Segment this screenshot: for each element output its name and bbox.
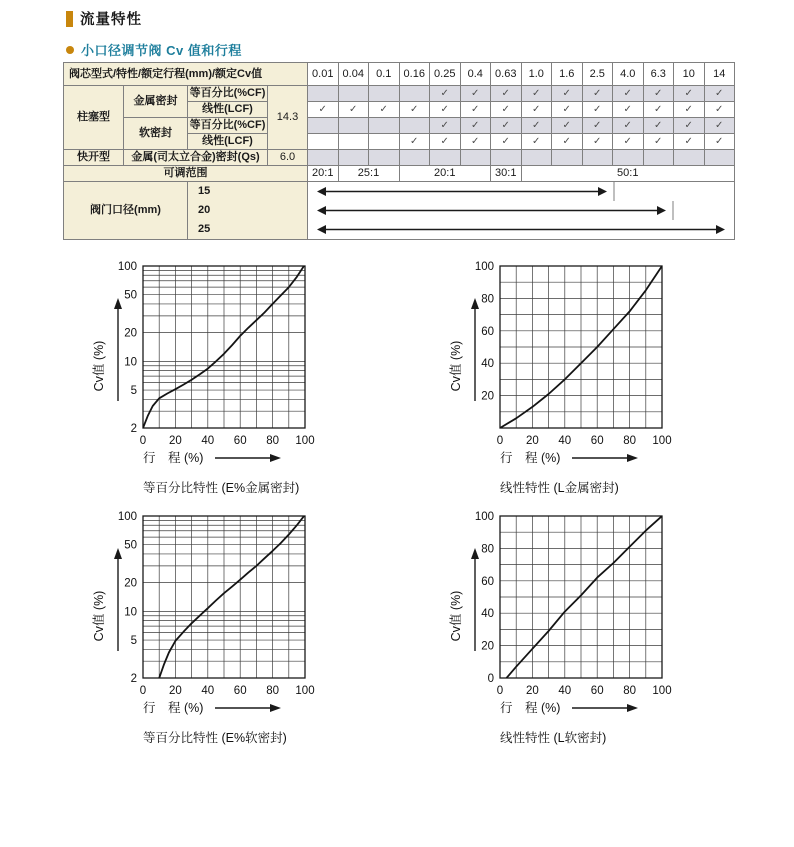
chart-eq-pct-soft	[87, 506, 347, 746]
y-tick-label: 80	[481, 293, 494, 306]
y-tick-label: 60	[481, 575, 494, 588]
empty-cell	[369, 86, 400, 102]
cv-column-header: 0.1	[369, 63, 400, 86]
soft-seal-cell: 软密封	[124, 118, 188, 150]
check-cell: ✓	[674, 118, 705, 134]
empty-cell	[308, 118, 339, 134]
cv-column-header: 0.4	[460, 63, 491, 86]
x-tick-label: 20	[169, 435, 182, 447]
check-cell: ✓	[643, 102, 674, 118]
check-cell: ✓	[430, 118, 461, 134]
plunger-type-cell: 柱塞型	[64, 86, 124, 150]
right-arrow-icon	[627, 454, 638, 462]
table-row	[64, 118, 735, 134]
check-cell: ✓	[643, 86, 674, 102]
x-tick-label: 20	[526, 685, 539, 697]
check-cell: ✓	[521, 86, 552, 102]
page-title: 流量特性	[80, 12, 142, 28]
chart-eq-pct-metal	[87, 256, 347, 496]
check-cell: ✓	[460, 86, 491, 102]
table-row	[64, 150, 735, 166]
quick-open-seal-cell: 金属(司太立合金)密封(Qs)	[124, 150, 268, 166]
chart-linear-soft	[444, 506, 704, 746]
empty-cell	[369, 150, 400, 166]
up-arrow-icon	[114, 298, 122, 309]
cv-column-header: 0.25	[430, 63, 461, 86]
y-tick-label: 100	[117, 511, 137, 523]
empty-cell	[338, 150, 369, 166]
check-cell: ✓	[308, 102, 339, 118]
check-cell: ✓	[704, 102, 735, 118]
y-tick-label: 100	[117, 261, 137, 273]
cv-column-header: 0.63	[491, 63, 522, 86]
diameter-label-cell: 阀门口径(mm)	[64, 182, 188, 240]
empty-cell	[704, 150, 735, 166]
check-cell: ✓	[552, 118, 583, 134]
check-cell: ✓	[674, 134, 705, 150]
diameter-size: 25	[198, 223, 211, 235]
cv-column-header: 0.16	[399, 63, 430, 86]
y-tick-label: 20	[481, 390, 494, 403]
chart-caption: 线性特性 (L金属密封)	[500, 481, 619, 495]
eq-pct-cell: 等百分比(%CF)	[188, 118, 268, 134]
x-axis-label: 行 程 (%)	[143, 701, 204, 715]
right-arrow-icon	[270, 704, 281, 712]
empty-cell	[399, 150, 430, 166]
empty-cell	[491, 150, 522, 166]
linear-cell: 线性(LCF)	[188, 102, 268, 118]
x-tick-label: 100	[652, 435, 672, 447]
y-tick-label: 20	[481, 640, 494, 653]
check-cell: ✓	[674, 102, 705, 118]
chart-plot	[87, 506, 347, 725]
check-cell: ✓	[460, 118, 491, 134]
check-cell: ✓	[399, 134, 430, 150]
chart-linear-metal	[444, 256, 704, 496]
check-cell: ✓	[613, 134, 644, 150]
x-axis-label: 行 程 (%)	[500, 701, 561, 715]
cv-column-header: 1.0	[521, 63, 552, 86]
metal-seal-cell: 金属密封	[124, 86, 188, 118]
y-tick-label: 50	[124, 539, 137, 552]
y-tick-label: 50	[124, 289, 137, 302]
x-tick-label: 0	[139, 435, 147, 447]
check-cell: ✓	[491, 118, 522, 134]
cv-column-header: 1.6	[552, 63, 583, 86]
curve	[159, 515, 305, 678]
x-axis-label: 行 程 (%)	[143, 451, 204, 465]
subsection-title: 小口径调节阀 Cv 值和行程	[81, 43, 242, 58]
bullet-icon	[66, 46, 74, 54]
chart-caption: 线性特性 (L软密封)	[500, 731, 607, 745]
diameter-range-arrow	[308, 220, 734, 239]
table-header-row	[64, 63, 735, 86]
check-cell: ✓	[704, 134, 735, 150]
range-label-cell: 可调范围	[64, 166, 308, 182]
x-tick-label: 20	[169, 685, 182, 697]
y-tick-label: 100	[474, 511, 494, 523]
check-cell: ✓	[674, 86, 705, 102]
x-tick-label: 100	[295, 685, 315, 697]
cv-column-header: 0.01	[308, 63, 339, 86]
empty-cell	[338, 86, 369, 102]
empty-cell	[308, 150, 339, 166]
diameter-sizes-cell	[188, 182, 308, 240]
range-row	[64, 166, 735, 182]
x-tick-label: 40	[558, 435, 572, 447]
section-bar-icon	[66, 11, 73, 27]
empty-cell	[308, 134, 339, 150]
check-cell: ✓	[582, 86, 613, 102]
eq-pct-cell: 等百分比(%CF)	[188, 86, 268, 102]
y-tick-label: 100	[474, 261, 494, 273]
plunger-travel-cell: 14.3	[268, 86, 308, 150]
x-tick-label: 0	[496, 685, 504, 697]
empty-cell	[521, 150, 552, 166]
x-tick-label: 40	[558, 685, 572, 697]
check-cell: ✓	[460, 102, 491, 118]
cv-column-header: 14	[704, 63, 735, 86]
empty-cell	[399, 118, 430, 134]
check-cell: ✓	[338, 102, 369, 118]
y-tick-label: 40	[481, 358, 494, 371]
x-tick-label: 60	[233, 685, 247, 697]
x-tick-label: 100	[295, 435, 315, 447]
check-cell: ✓	[643, 118, 674, 134]
x-tick-label: 80	[266, 685, 279, 697]
check-cell: ✓	[430, 134, 461, 150]
diameter-row	[64, 182, 735, 240]
y-tick-label: 10	[124, 356, 137, 369]
diameter-range-arrow	[308, 201, 734, 220]
y-axis-label: Cv值 (%)	[92, 590, 106, 642]
check-cell: ✓	[552, 102, 583, 118]
check-cell: ✓	[521, 102, 552, 118]
empty-cell	[430, 150, 461, 166]
x-tick-label: 0	[496, 435, 504, 447]
check-cell: ✓	[430, 102, 461, 118]
diameter-size: 15	[198, 185, 211, 197]
cv-column-header: 10	[674, 63, 705, 86]
y-axis-label: Cv值 (%)	[449, 590, 463, 642]
y-tick-label: 40	[481, 608, 494, 621]
up-arrow-icon	[471, 298, 479, 309]
check-cell: ✓	[491, 134, 522, 150]
diameter-range-arrow	[308, 182, 734, 201]
check-cell: ✓	[460, 134, 491, 150]
x-tick-label: 60	[590, 685, 604, 697]
check-cell: ✓	[369, 102, 400, 118]
check-cell: ✓	[491, 86, 522, 102]
quick-open-cell: 快开型	[64, 150, 124, 166]
x-tick-label: 40	[201, 685, 215, 697]
x-axis-label: 行 程 (%)	[500, 451, 561, 465]
x-tick-label: 60	[233, 435, 247, 447]
cv-column-header: 4.0	[613, 63, 644, 86]
up-arrow-icon	[114, 548, 122, 559]
check-cell: ✓	[491, 102, 522, 118]
check-cell: ✓	[704, 86, 735, 102]
empty-cell	[613, 150, 644, 166]
check-cell: ✓	[521, 134, 552, 150]
y-tick-label: 2	[130, 423, 137, 435]
linear-cell: 线性(LCF)	[188, 134, 268, 150]
y-tick-label: 20	[124, 577, 137, 590]
chart-plot	[87, 256, 347, 475]
right-arrow-icon	[627, 704, 638, 712]
check-cell: ✓	[430, 86, 461, 102]
check-cell: ✓	[399, 102, 430, 118]
range-value-cell: 20:1	[308, 166, 339, 182]
chart-plot	[444, 256, 704, 475]
empty-cell	[369, 118, 400, 134]
chart-caption: 等百分比特性 (E%金属密封)	[143, 481, 300, 495]
x-tick-label: 60	[590, 435, 604, 447]
y-tick-label: 60	[481, 325, 494, 338]
y-tick-label: 5	[130, 635, 137, 648]
chart-plot	[444, 506, 704, 725]
range-value-cell: 25:1	[338, 166, 399, 182]
y-tick-label: 2	[130, 673, 137, 685]
empty-cell	[643, 150, 674, 166]
x-tick-label: 80	[623, 435, 636, 447]
empty-cell	[582, 150, 613, 166]
cv-column-header: 0.04	[338, 63, 369, 86]
x-tick-label: 0	[139, 685, 147, 697]
y-tick-label: 10	[124, 606, 137, 619]
cv-column-header: 2.5	[582, 63, 613, 86]
y-axis-label: Cv值 (%)	[92, 340, 106, 392]
x-tick-label: 20	[526, 435, 539, 447]
range-value-cell: 30:1	[491, 166, 522, 182]
empty-cell	[552, 150, 583, 166]
x-tick-label: 100	[652, 685, 672, 697]
empty-cell	[399, 86, 430, 102]
y-tick-label: 80	[481, 543, 494, 556]
x-tick-label: 80	[623, 685, 636, 697]
check-cell: ✓	[613, 118, 644, 134]
check-cell: ✓	[521, 118, 552, 134]
y-tick-label: 0	[487, 673, 494, 685]
y-axis-label: Cv值 (%)	[449, 340, 463, 392]
check-cell: ✓	[613, 102, 644, 118]
quick-open-travel-cell: 6.0	[268, 150, 308, 166]
x-tick-label: 40	[201, 435, 215, 447]
cv-column-header: 6.3	[643, 63, 674, 86]
check-cell: ✓	[582, 118, 613, 134]
x-tick-label: 80	[266, 435, 279, 447]
range-value-cell: 50:1	[521, 166, 735, 182]
check-cell: ✓	[643, 134, 674, 150]
y-tick-label: 20	[124, 327, 137, 340]
empty-cell	[338, 118, 369, 134]
check-cell: ✓	[552, 86, 583, 102]
check-cell: ✓	[552, 134, 583, 150]
subsection-title-row	[66, 40, 242, 59]
range-value-cell: 20:1	[399, 166, 491, 182]
empty-cell	[369, 134, 400, 150]
table-header-label: 阀芯型式/特性/额定行程(mm)/额定Cv值	[64, 63, 308, 86]
check-cell: ✓	[704, 118, 735, 134]
chart-caption: 等百分比特性 (E%软密封)	[143, 731, 287, 745]
section-title-row	[66, 8, 142, 29]
empty-cell	[338, 134, 369, 150]
up-arrow-icon	[471, 548, 479, 559]
table-row	[64, 86, 735, 102]
empty-cell	[308, 86, 339, 102]
y-tick-label: 5	[130, 385, 137, 398]
right-arrow-icon	[270, 454, 281, 462]
cv-spec-table	[63, 62, 735, 240]
diameter-arrows-cell	[308, 182, 735, 240]
check-cell: ✓	[582, 134, 613, 150]
check-cell: ✓	[613, 86, 644, 102]
empty-cell	[674, 150, 705, 166]
empty-cell	[460, 150, 491, 166]
diameter-size: 20	[198, 204, 211, 216]
check-cell: ✓	[582, 102, 613, 118]
